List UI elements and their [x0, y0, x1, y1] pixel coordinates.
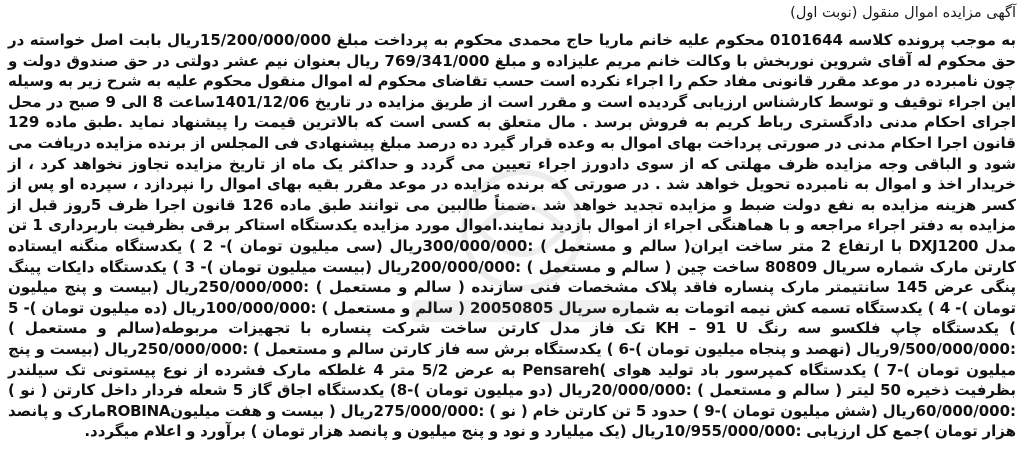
notice-title: آگهی مزایده اموال منقول (نوبت اول)	[790, 5, 1016, 21]
notice-body: به موجب پرونده کلاسه 0101644 محکوم علیه خانم ماریا حاج محمدی محکوم به پرداخت مبلغ 15/200/000/000ریال بابت اصل خواسته در حق محکوم له آقای شروین نوربخش با وکالت خانم مریم علیزاده و مبلغ 769/341/000 ریال بعنوان نیم عشر دولتی در حق صندوق دولت و چون نامبرده در موعد مقرر قانونی مفاد حکم را اجراء نکرده است حسب تقاضای محکوم له اموال منقول محکوم علیه به شرح زیر به وسیله این اجراء توقیف و توسط کارشناس ارزیابی گردیده است و مقرر است از طریق مزایده در تاریخ 1401/12/06ساعت 8 الی 9 صبح در محل اجرای احکام مدنی دادگستری رباط کریم به فروش برسد . مال متعلق به کسی است که بالاترین قیمت را پیشنهاد نماید .طبق ماده 129 قانون اجرا احکام مدنی در صورتی پرداخت بهای اموال به وعده قرار گیرد ده درصد مبلغ پیشنهادی فی المجلس از برنده مزایده دریافت می شود و الباقی وجه مزایده ظرف مهلتی که از سوی دادورز اجراء تعیین می گردد و حداکثر یک ماه از تاریخ مزایده تجاوز نخواهد کرد ، از خریدار اخذ و اموال به نامبرده تحویل خواهد شد . در صورتی که برنده مزایده در موعد مقرر بقیه بهای اموال را نپردازد ، سپرده او پس از کسر هزینه مزایده به نفع دولت ضبط و مزایده تجدید خواهد شد .ضمناً طالبین می توانند طبق ماده 126 قانون اجرا ظرف 5روز قبل از مزایده به دفتر اجراء مراجعه و با هماهنگی اجراء از اموال بازدید نمایند.اموال مورد مزایده یکدستگاه استاکر برقی بظرفیت باربرداری 1 تن مدل DXJ1200 با ارتفاع 2 متر ساخت ایران( سالم و مستعمل ) :300/000/000ریال (سی میلیون تومان )- 2 ) یکدستگاه منگنه ایستاده کارتن مارک شماره سریال 80809 ساخت چین ( سالم و مستعمل ) :200/000/000ریال (بیست میلیون تومان )- 3 ) یکدستگاه دایکات پینگ پنگی عرض 145 سانتیمتر مارک پنساره فاقد پلاک مشخصات فنی سازنده ( سالم و مستعمل ) :250/000/000ریال (بیست و پنج میلیون تومان )- 4 ) یکدستگاه تسمه کش نیمه اتومات به شماره سریال 20050805 ( سالم و مستعمل ) :100/000/000ریال (ده میلیون تومان )- 5 ) یکدستگاه چاپ فلکسو سه رنگ KH – 91 U تک فاز مدل کارتن ساخت شرکت پنساره با تجهیزات مربوطه(سالم و مستعمل ) :9/500/000/000ریال (نهصد و پنجاه میلیون تومان )-6 ) یکدستگاه برش سه فاز کارتن سالم و مستعمل ) :250/000/000ریال (بیست و پنج میلیون تومان )-7 ) یکدستگاه کمپرسور باد تولید هوای )Pensareh به عرض 5/2 متر 4 غلطکه مارک فشرده از نوع پیستونی تک سیلندر بظرفیت ذخیره 50 لیتر ( سالم و مستعمل ) :20/000/000ریال (دو میلیون تومان )-8) یکدستگاه اجاق گاز 5 شعله فردار داخل کارتن ( نو ) :60/000/000ریال (شش میلیون تومان )-9 ) حدود 5 تن کارتن خام ( نو ) :275/000/000ریال ( بیست و هفت میلیونROBINAمارک و پانصد هزار تومان )جمع کل ارزیابی :10/955/000/000ریال (یک میلیارد و نود و پنج میلیون و پانصد هزار تومان ) برآورد و اعلام میگردد.	[8, 31, 1017, 441]
